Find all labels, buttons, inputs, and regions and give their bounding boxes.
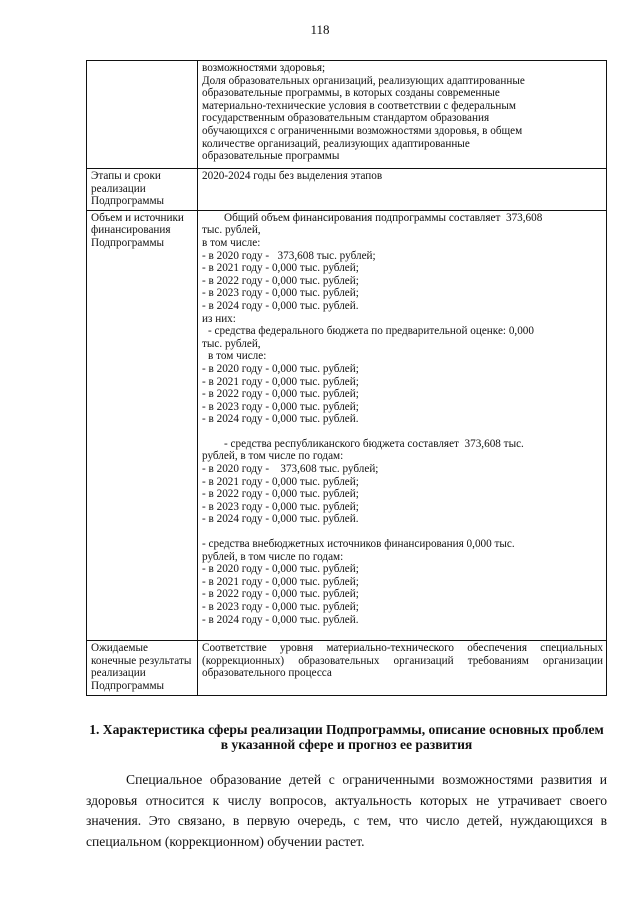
blank-line — [202, 526, 603, 538]
text-line: - в 2024 году - 0,000 тыс. рублей. — [202, 299, 359, 312]
text-line: - в 2023 году - 0,000 тыс. рублей; — [202, 287, 359, 300]
text-line: Доля образовательных организаций, реализующих адаптированные — [202, 74, 525, 87]
subprogram-passport-table — [86, 60, 607, 696]
row-value: 2020-2024 годы без выделения этапов — [198, 169, 607, 211]
text-line: - в 2022 году - 0,000 тыс. рублей; — [202, 274, 359, 287]
row-label — [87, 61, 198, 169]
text-line: - в 2024 году - 0,000 тыс. рублей. — [202, 613, 359, 626]
text-line: рублей, в том числе по годам: — [202, 550, 344, 563]
text-line: обучающихся с ограниченными возможностями здоровья, в общем — [202, 124, 523, 137]
text-line: государственным образовательным стандартом образования — [202, 112, 490, 125]
row-label: Объем и источники финансирования Подпрограммы — [87, 210, 198, 640]
text-line: образовательные программы, в которых созданы современные — [202, 87, 500, 100]
text-line: - в 2021 году - 0,000 тыс. рублей; — [202, 575, 359, 588]
section-heading: 1. Характеристика сферы реализации Подпрограммы, описание основных проблем в указанной сфере и прогноз ее развития — [89, 722, 604, 752]
text-line: - в 2022 году - 0,000 тыс. рублей; — [202, 488, 359, 501]
text-line: - в 2022 году - 0,000 тыс. рублей; — [202, 588, 359, 601]
text-line: - в 2023 году - 0,000 тыс. рублей; — [202, 500, 359, 513]
text-line: тыс. рублей, — [202, 337, 261, 350]
text-line: образовательные программы — [202, 150, 340, 163]
row-label: Этапы и сроки реализации Подпрограммы — [87, 169, 198, 211]
text-line: - в 2020 году - 373,608 тыс. рублей; — [202, 463, 379, 476]
text-line: материально-технические условия в соответствии с федеральным — [202, 99, 516, 112]
row-label: Ожидаемые конечные результаты реализации Подпрограммы — [87, 641, 198, 695]
text-line: - в 2022 году - 0,000 тыс. рублей; — [202, 388, 359, 401]
table-row — [87, 61, 607, 169]
text-line: - в 2023 году - 0,000 тыс. рублей; — [202, 400, 359, 413]
text-line: - в 2024 году - 0,000 тыс. рублей. — [202, 413, 359, 426]
table-row — [87, 169, 607, 211]
row-value: Соответствие уровня материально-технического обеспечения специальных (коррекционных) образовательных организаций требованиям организации образовательного процесса — [198, 641, 607, 695]
row-value — [198, 61, 607, 169]
text-line: количестве организаций, реализующих адаптированные — [202, 137, 470, 150]
text-line: - в 2024 году - 0,000 тыс. рублей. — [202, 513, 359, 526]
text-line: - средства внебюджетных источников финансирования 0,000 тыс. — [202, 538, 515, 551]
text-line: - в 2020 году - 0,000 тыс. рублей; — [202, 362, 359, 375]
text-line: из них: — [202, 312, 236, 325]
text-line: в том числе: — [208, 350, 267, 363]
table-row — [87, 210, 607, 640]
body-paragraph: Специальное образование детей с ограниченными возможностями развития и здоровья относится к числу вопросов, актуальность которых не утрачивает своего значения. Это связано, в первую очередь, с тем, что число детей, нуждающихся в специальном (коррекционном) обучении растет. — [86, 772, 607, 849]
text-line: рублей, в том числе по годам: — [202, 450, 344, 463]
text-line: тыс. рублей, — [202, 224, 261, 237]
text-line: - средства республиканского бюджета составляет 373,608 тыс. — [224, 437, 524, 450]
text-line: - средства федерального бюджета по предварительной оценке: 0,000 — [208, 325, 534, 338]
table-row — [87, 641, 607, 695]
text-line: - в 2020 году - 0,000 тыс. рублей; — [202, 563, 359, 576]
row-value — [198, 210, 607, 640]
text-line: - в 2021 году - 0,000 тыс. рублей; — [202, 475, 359, 488]
text-line: возможностями здоровья; — [202, 62, 326, 74]
cell-bottom-space — [202, 626, 603, 638]
text-line: - в 2023 году - 0,000 тыс. рублей; — [202, 601, 359, 613]
text-line: Общий объем финансирования подпрограммы составляет 373,608 — [224, 211, 543, 224]
text-line: в том числе: — [202, 236, 261, 249]
text-line: - в 2021 году - 0,000 тыс. рублей; — [202, 375, 359, 388]
page-number: 118 — [310, 22, 330, 37]
blank-line — [202, 426, 603, 438]
text-line: - в 2020 году - 373,608 тыс. рублей; — [202, 249, 376, 262]
text-line: - в 2021 году - 0,000 тыс. рублей; — [202, 262, 359, 275]
